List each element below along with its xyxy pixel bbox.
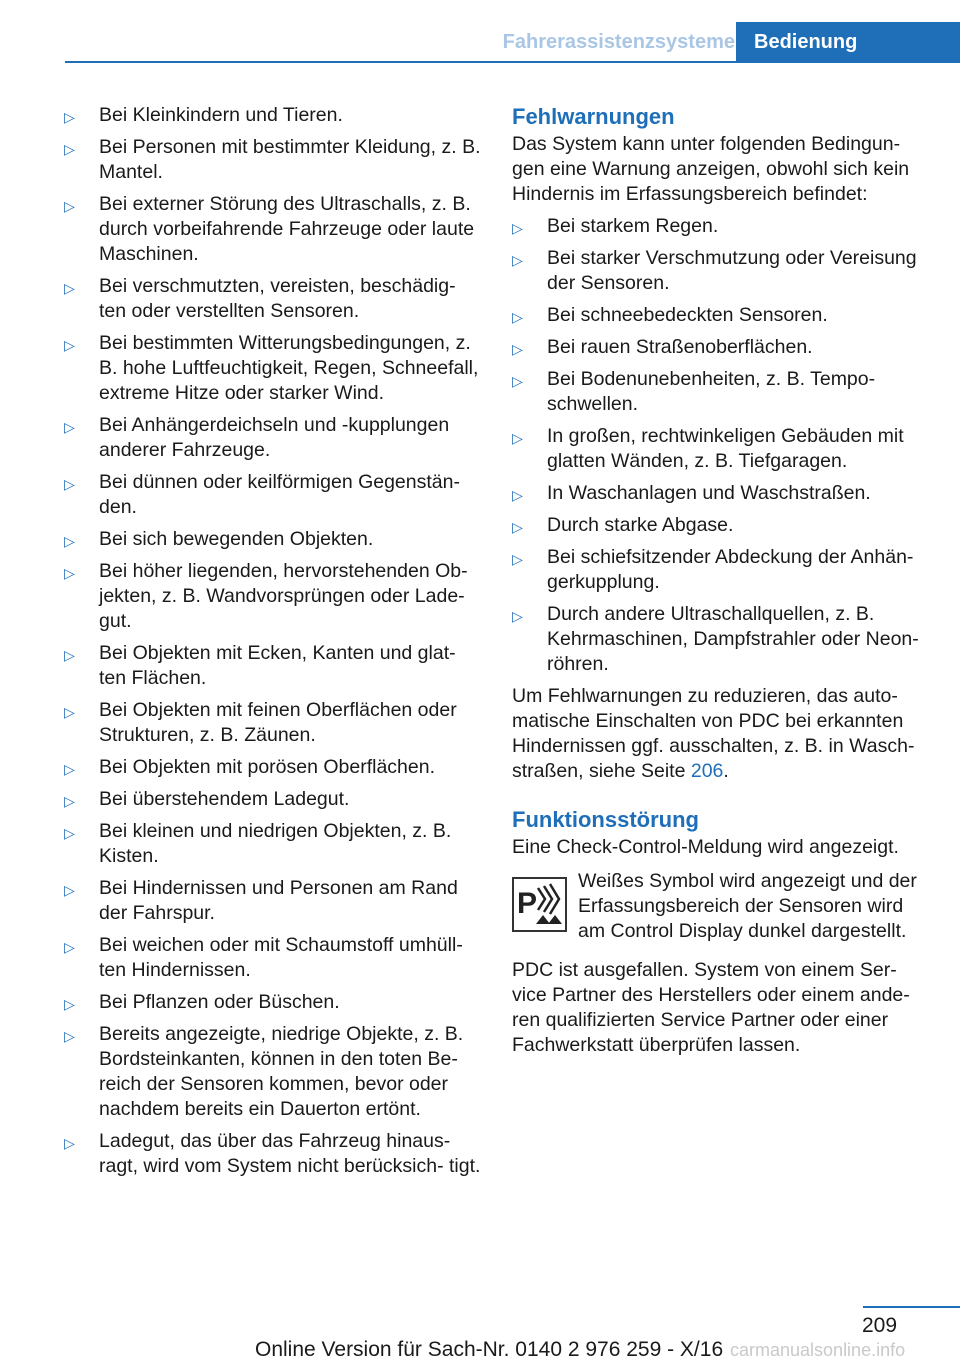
outro-end: . xyxy=(723,760,729,782)
bullet-arrow-icon: ▷ xyxy=(512,487,523,503)
left-column xyxy=(64,100,484,1186)
list-item xyxy=(512,545,932,595)
list-item xyxy=(64,698,484,748)
list-item-text: Durch starke Abgase. xyxy=(547,514,734,536)
list-item xyxy=(64,192,484,267)
list-item xyxy=(64,819,484,869)
list-item-text: Bei Objekten mit porösen Oberflächen. xyxy=(99,756,436,778)
list-item xyxy=(64,470,484,520)
list-item xyxy=(512,335,932,360)
list-item xyxy=(64,933,484,983)
list-item xyxy=(512,303,932,328)
bullet-arrow-icon: ▷ xyxy=(512,551,523,567)
bullet-arrow-icon: ▷ xyxy=(64,141,75,157)
list-item-text: Ladegut, das über das Fahrzeug hinaus‐ ragt, wird vom System nicht berücksich‐ tigt. xyxy=(99,1130,481,1177)
list-item xyxy=(512,214,932,239)
list-item xyxy=(64,755,484,780)
bullet-arrow-icon: ▷ xyxy=(512,373,523,389)
bullet-arrow-icon: ▷ xyxy=(64,939,75,955)
bullet-arrow-icon: ▷ xyxy=(64,825,75,841)
bullet-arrow-icon: ▷ xyxy=(64,533,75,549)
bullet-arrow-icon: ▷ xyxy=(64,1135,75,1151)
bullet-arrow-icon: ▷ xyxy=(512,220,523,236)
list-item xyxy=(512,513,932,538)
list-item xyxy=(64,413,484,463)
list-item xyxy=(512,424,932,474)
list-item xyxy=(64,331,484,406)
list-item-text: Bei starker Verschmutzung oder Vereisung der Sensoren. xyxy=(547,247,917,294)
bullet-arrow-icon: ▷ xyxy=(64,647,75,663)
list-item-text: In großen, rechtwinkeligen Gebäuden mit glatten Wänden, z. B. Tiefgaragen. xyxy=(547,425,904,472)
list-item-text: Bei Objekten mit Ecken, Kanten und glat‐ ten Flächen. xyxy=(99,642,456,689)
limits-list xyxy=(64,103,484,1179)
bullet-arrow-icon: ▷ xyxy=(64,882,75,898)
heading-fehlwarnungen: Fehlwarnungen xyxy=(512,104,675,129)
bullet-arrow-icon: ▷ xyxy=(512,430,523,446)
bullet-arrow-icon: ▷ xyxy=(64,1028,75,1044)
pdc-fault-icon xyxy=(512,877,567,932)
list-item-text: Bei schneebedeckten Sensoren. xyxy=(547,304,828,326)
list-item-text: Bei höher liegenden, hervorstehenden Ob‐ jekten, z. B. Wandvorsprüngen oder Lade‐ gut. xyxy=(99,560,468,632)
list-item-text: Bei Pflanzen oder Büschen. xyxy=(99,991,340,1013)
watermark: carmanualsonline.info xyxy=(730,1340,906,1360)
bullet-arrow-icon: ▷ xyxy=(64,419,75,435)
bullet-arrow-icon: ▷ xyxy=(64,704,75,720)
heading-funktionsstoerung: Funktionsstörung xyxy=(512,807,699,832)
list-item-text: Bei kleinen und niedrigen Objekten, z. B. Kisten. xyxy=(99,820,452,867)
bullet-arrow-icon: ▷ xyxy=(64,793,75,809)
list-item xyxy=(64,641,484,691)
list-item-text: Bei externer Störung des Ultraschalls, z. B. durch vorbeifahrende Fahrzeuge oder laute Maschinen. xyxy=(99,193,475,265)
bullet-arrow-icon: ▷ xyxy=(512,608,523,624)
list-item-text: Bei Bodenunebenheiten, z. B. Tempo‐ schwellen. xyxy=(547,368,876,415)
funktionsstoerung-advice: PDC ist ausgefallen. System von einem Ser‐ vice Partner des Herstellers oder einem ande‐ ren qualifizierten Service Partner oder einer Fachwerkstatt überprüfen lassen. xyxy=(512,959,910,1056)
page-number: 209 xyxy=(862,1314,898,1337)
false-warnings-list xyxy=(512,214,932,677)
funktionsstoerung-intro: Eine Check-Control-Meldung wird angezeigt. xyxy=(512,836,899,858)
bullet-arrow-icon: ▷ xyxy=(64,761,75,777)
bullet-arrow-icon: ▷ xyxy=(512,519,523,535)
list-item-text: Bei Anhängerdeichseln und -kupplungen anderer Fahrzeuge. xyxy=(99,414,450,461)
online-version-note: Online Version für Sach-Nr. 0140 2 976 259 - X/16 xyxy=(255,1338,724,1361)
bullet-arrow-icon: ▷ xyxy=(64,280,75,296)
list-item-text: Bei Hindernissen und Personen am Rand der Fahrspur. xyxy=(99,877,458,924)
list-item xyxy=(64,876,484,926)
footer-rule xyxy=(863,1306,960,1308)
list-item-text: Bei sich bewegenden Objekten. xyxy=(99,528,374,550)
outro-text: Um Fehlwarnungen zu reduzieren, das auto‐ matische Einschalten von PDC bei erkannten Hindernissen ggf. ausschalten, z. B. in Wasch‐ straßen, siehe Seite xyxy=(512,685,915,782)
list-item xyxy=(512,602,932,677)
header-section-title: Fahrerassistenzsysteme xyxy=(502,31,735,53)
bullet-arrow-icon: ▷ xyxy=(512,309,523,325)
fehlwarnungen-intro: Das System kann unter folgenden Bedingun‐ gen eine Warnung anzeigen, obwohl sich kein Hindernis im Erfassungsbereich befindet: xyxy=(512,133,910,205)
list-item-text: In Waschanlagen und Waschstraßen. xyxy=(547,482,871,504)
bullet-arrow-icon: ▷ xyxy=(64,109,75,125)
bullet-arrow-icon: ▷ xyxy=(64,476,75,492)
list-item-text: Bei überstehendem Ladegut. xyxy=(99,788,350,810)
right-column xyxy=(512,100,932,1058)
fehlwarnungen-outro xyxy=(512,684,932,784)
list-item-text: Bei verschmutzten, vereisten, beschädig‐ ten oder verstellten Sensoren. xyxy=(99,275,456,322)
list-item-text: Durch andere Ultraschallquellen, z. B. Kehrmaschinen, Dampfstrahler oder Neon‐ röhren. xyxy=(547,603,919,675)
pdc-symbol-description: Weißes Symbol wird angezeigt und der Erfassungsbereich der Sensoren wird am Control Display dunkel dargestellt. xyxy=(578,870,917,942)
list-item xyxy=(64,559,484,634)
page-link-206[interactable]: 206 xyxy=(690,760,724,782)
bullet-arrow-icon: ▷ xyxy=(512,341,523,357)
list-item xyxy=(512,481,932,506)
bullet-arrow-icon: ▷ xyxy=(512,252,523,268)
list-item-text: Bei bestimmten Witterungsbedingungen, z. B. hohe Luftfeuchtigkeit, Regen, Schneefall, extreme Hitze oder starker Wind. xyxy=(99,332,479,404)
list-item xyxy=(64,527,484,552)
bullet-arrow-icon: ▷ xyxy=(64,198,75,214)
list-item xyxy=(64,274,484,324)
list-item-text: Bei dünnen oder keilförmigen Gegenstän‐ den. xyxy=(99,471,460,518)
list-item xyxy=(64,1022,484,1122)
list-item xyxy=(64,1129,484,1179)
list-item-text: Bei Personen mit bestimmter Kleidung, z. B. Mantel. xyxy=(99,136,481,183)
list-item xyxy=(64,990,484,1015)
list-item-text: Bei weichen oder mit Schaumstoff umhüll‐ ten Hindernissen. xyxy=(99,934,463,981)
list-item-text: Bereits angezeigte, niedrige Objekte, z. B. Bordsteinkanten, können in den toten Be‐ reich der Sensoren kommen, bevor oder nachdem bereits ein Dauerton ertönt. xyxy=(99,1023,464,1120)
list-item-text: Bei Objekten mit feinen Oberflächen oder Strukturen, z. B. Zäunen. xyxy=(99,699,457,746)
list-item-text: Bei Kleinkindern und Tieren. xyxy=(99,104,343,126)
list-item xyxy=(64,787,484,812)
header-rule xyxy=(65,61,960,63)
list-item-text: Bei starkem Regen. xyxy=(547,215,719,237)
bullet-arrow-icon: ▷ xyxy=(64,565,75,581)
bullet-arrow-icon: ▷ xyxy=(64,337,75,353)
list-item xyxy=(512,367,932,417)
list-item xyxy=(64,135,484,185)
list-item xyxy=(64,103,484,128)
list-item xyxy=(512,246,932,296)
pdc-symbol-row xyxy=(512,869,932,944)
header-chapter-tab: Bedienung xyxy=(736,22,960,63)
list-item-text: Bei rauen Straßenoberflächen. xyxy=(547,336,813,358)
bullet-arrow-icon: ▷ xyxy=(64,996,75,1012)
svg-text:P: P xyxy=(517,887,538,920)
list-item-text: Bei schiefsitzender Abdeckung der Anhän‐ gerkupplung. xyxy=(547,546,914,593)
